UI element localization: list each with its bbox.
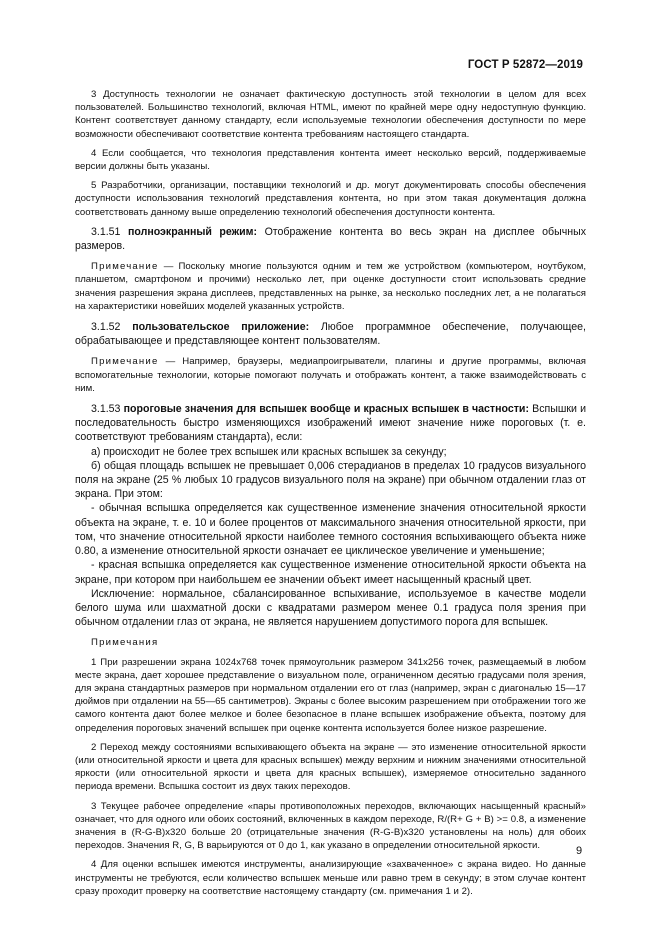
note-4-tools: 4 Для оценки вспышек имеются инструменты, анализирующие «захваченное» с экрана видео. Но данные инструменты не требуются, если количество вспышек меньше или равно трем в секунду; в этом случае контент сразу проходит проверку на соответствие настоящему стандарту (см. примечания 1 и 2). bbox=[75, 859, 586, 897]
notes-heading bbox=[75, 636, 586, 649]
note-3-red-definition: 3 Текущее рабочее определение «пары противоположных переходов, включающих насыщенный красный» означает, что для одного или обоих состояний, включенных в каждом переходе, R/(R+ G + B) >= 0.8, а изменение значения в (R-G-B)x320 больше 20 (отрицательные значения (R-G-B)x320 установлены на ноль) для обоих переходов. Значения R, G, В варьируются от 0 до 1, как указано в определении относительной яркости. bbox=[75, 800, 586, 852]
note-1-resolution: 1 При разрешении экрана 1024x768 точек прямоугольник размером 341x256 точек, размещаемый в любом месте экрана, дает хорошее представление о визуальном поле, ограниченном десятью градусами поля зрения, для экрана стандартных размеров при нормальном отдалении его от глаз (например, экран с диагональю 15—17 дюймов при отдалении на 55—65 сантиметров). Экраны с более высоким разрешением при отображении того же самого контента дают более мелкое и более безопасное в плане вспышек изображение объекта, поэтому для определения пороговых значений вспышек при оценке контента используется более низкое разрешение. bbox=[75, 656, 586, 734]
page-body bbox=[75, 88, 586, 904]
clause-number: 3.1.53 bbox=[91, 403, 121, 416]
note-3-accessibility: 3 Доступность технологии не означает фактическую доступность этой технологии в целом для всех пользователей. Большинство технологий, включая HTML, имеют по крайней мере одну недоступную функцию. Контент соответствует данному стандарту, если используемые технологии обеспечения доступности по мере возможности обеспечивают соответствие контента требованиям настоящего стандарта. bbox=[75, 89, 586, 140]
notes-heading-text: Примечания bbox=[91, 637, 159, 649]
term-user-agent: пользовательское приложение: bbox=[132, 321, 310, 334]
definition-3-1-52 bbox=[75, 320, 586, 348]
list-item-a: а) происходит не более трех вспышек или красных вспышек за секунду; bbox=[91, 445, 447, 458]
standard-designation: ГОСТ Р 52872—2019 bbox=[467, 59, 583, 71]
note-text: — Например, браузеры, медиапроигрыватели, плагины и другие программы, включая вспомогательные технологии, которые помогают получать и отображать контент, а также взаимодействовать с ним. bbox=[75, 356, 587, 394]
definition-text: Вспышки и последовательность быстро изменяющихся изображений имеют значение ниже пороговых (т. е. соответствуют требованиям стандарта), если: bbox=[75, 403, 586, 444]
term-flash-thresholds: пороговые значения для вспышек вообще и красных вспышек в частности: bbox=[123, 403, 529, 416]
note-4-versions: 4 Если сообщается, что технология представления контента имеет несколько версий, поддерживаемые версии должны быть указаны. bbox=[75, 147, 586, 173]
note-5-developers: 5 Разработчики, организации, поставщики технологий и др. могут документировать способы обеспечения доступности использования технологий представления контента, но при этом такая документация должна соответствовать данному выше определению технологий обеспечения доступности контента. bbox=[75, 180, 586, 218]
note-label: Примечание bbox=[91, 356, 159, 368]
clause-number: 3.1.51 bbox=[91, 225, 121, 238]
note-text: — Поскольку многие пользуются одним и тем же устройством (компьютером, ноутбуком, планшетом, смартфоном и прочими) несколько лет, при оценке доступности стоит использовать средние значения разрешения экрана дисплеев, представленных на рынке, за несколько последних лет, а не полагаться на характеристики новейших моделей указанных устройств. bbox=[75, 261, 586, 312]
dash-item-general-flash: - обычная вспышка определяется как существенное изменение значения относительной яркости объекта на экране, т. е. 10 и более процентов от максимального значения относительной яркости, при том, что значение относительной яркости наиболее темного состояния вспыхивающего объекта ниже 0.80, а изменение относительной яркости означает ее циклическое увеличение и уменьшение; bbox=[75, 502, 586, 558]
definition-3-1-53 bbox=[75, 402, 586, 445]
definition-text: Отображение контента во весь экран на дисплее обычных размеров. bbox=[75, 225, 587, 253]
list-item-b: б) общая площадь вспышек не превышает 0,006 стерадианов в пределах 10 градусов визуального поля на экране (25 % любых 10 градусов визуального поля на экране) при обычном отдалении глаз от экрана. При этом: bbox=[75, 459, 586, 501]
term-full-screen-mode: полноэкранный режим: bbox=[127, 225, 258, 238]
exception-paragraph: Исключение: нормальное, сбалансированное вспыхивание, используемое в качестве модели белого шума или шахматной доски с квадратами размером менее 0.1 градуса поля зрения при обычном отдалении глаз от экрана, не является нарушением допустимого порога для вспышек. bbox=[75, 587, 586, 629]
note-2-transition: 2 Переход между состояниями вспыхивающего объекта на экране — это изменение относительной яркости (или относительной яркости и цвета для красных вспышек) между верхним и нижним значениями относительной яркости (или относительной яркости и цвета для красных вспышек), измеряемое относительно заданного периода времени. Вспышка состоит из двух таких переходов. bbox=[75, 741, 586, 793]
note-3-1-52 bbox=[75, 355, 586, 395]
dash-item-red-flash: - красная вспышка определяется как существенное изменение относительной яркости объекта на экране, при котором при наибольшем ее значении объект имеет насыщенный красный цвет. bbox=[75, 559, 586, 586]
note-label: Примечание bbox=[91, 261, 159, 273]
definition-text: Любое программное обеспечение, получающее, обрабатывающее и представляющее контент пользователям. bbox=[75, 321, 586, 348]
definition-3-1-51 bbox=[75, 225, 586, 253]
clause-number: 3.1.52 bbox=[91, 321, 121, 334]
note-3-1-51 bbox=[75, 260, 586, 313]
page-number: 9 bbox=[576, 845, 583, 857]
